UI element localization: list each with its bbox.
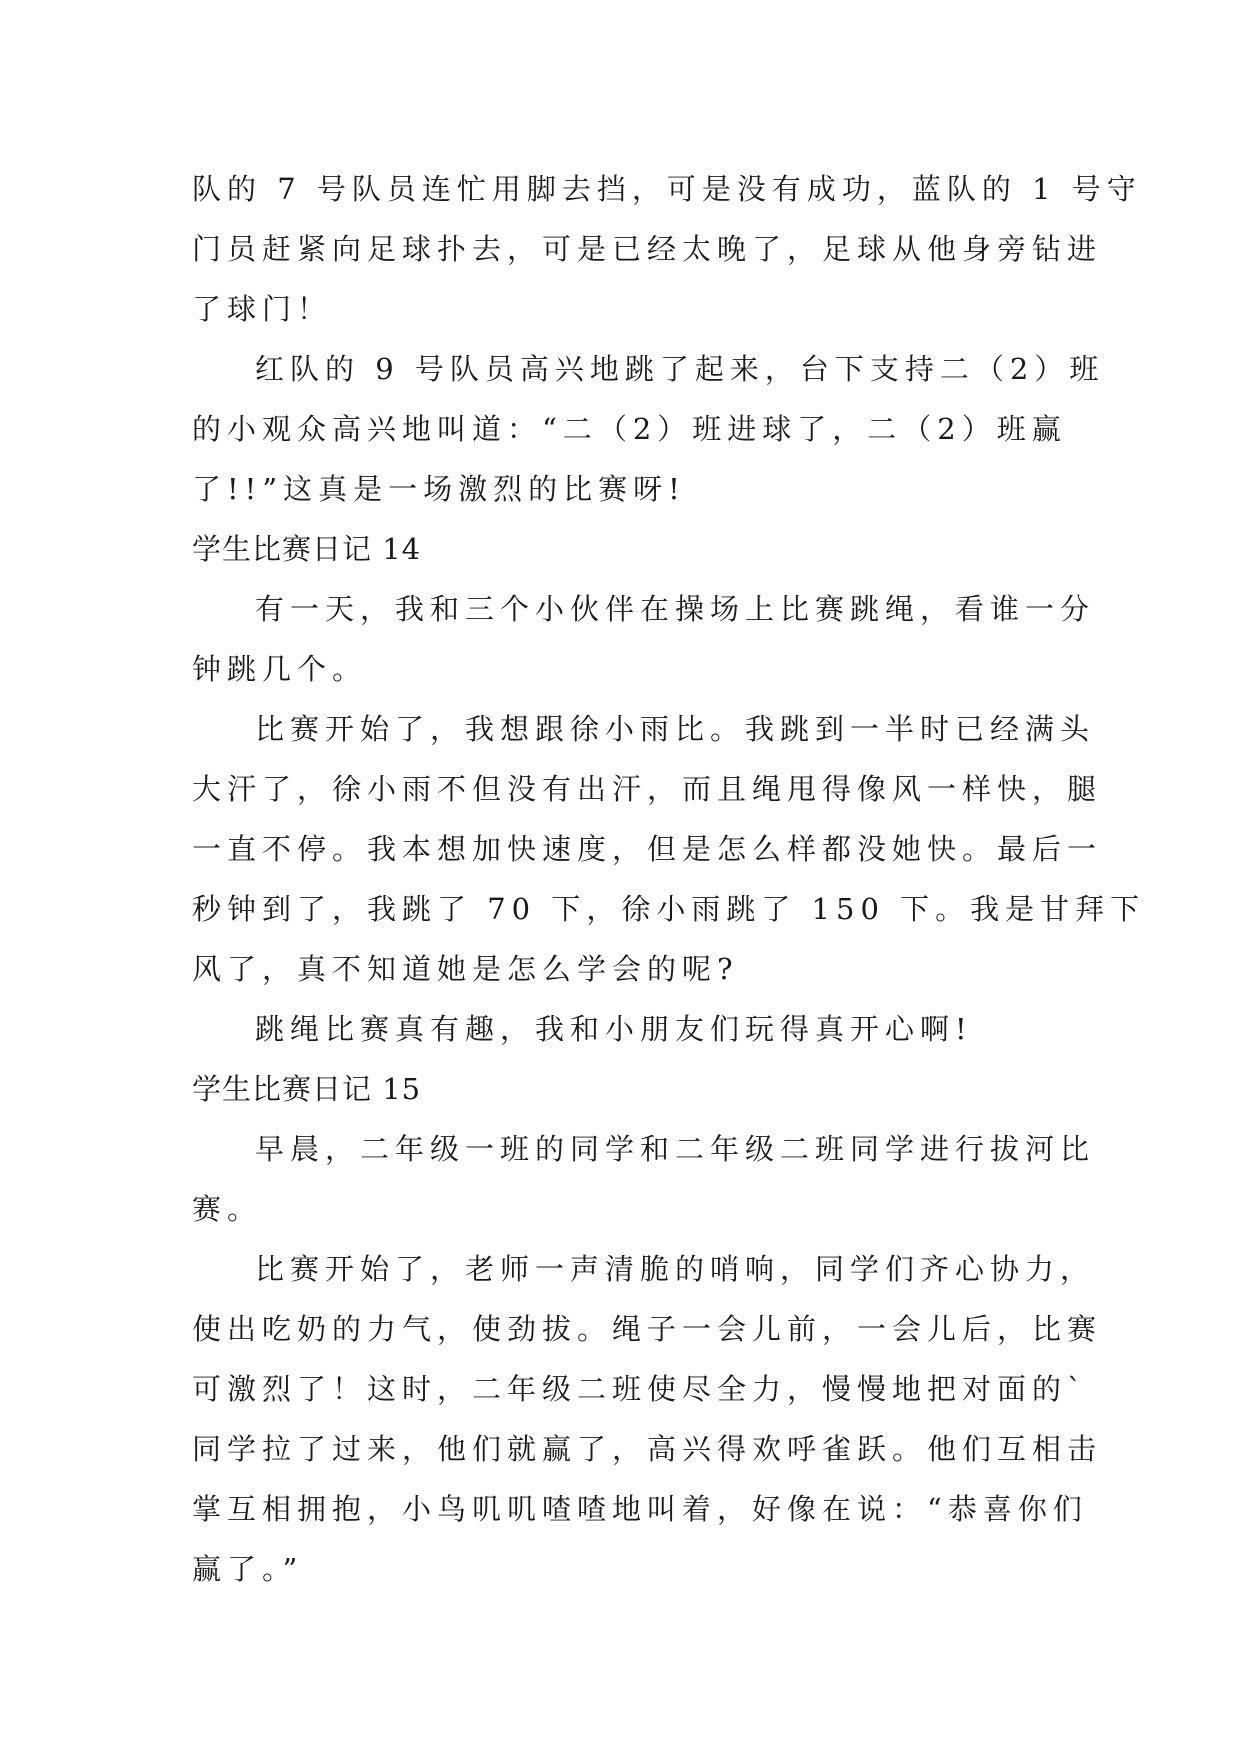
paragraph-start-line: 有一天，我和三个小伙伴在操场上比赛跳绳，看谁一分 [255, 592, 1096, 626]
body-line: 掌互相拥抱，小鸟叽叽喳喳地叫着，好像在说：“恭喜你们 [192, 1492, 1088, 1526]
body-line: 钟跳几个。 [192, 652, 368, 686]
body-line: 大汗了，徐小雨不但没有出汗，而且绳甩得像风一样快，腿 [192, 772, 1103, 806]
body-line: 门员赶紧向足球扑去，可是已经太晚了，足球从他身旁钻进 [192, 232, 1103, 266]
paragraph-start-line: 跳绳比赛真有趣，我和小朋友们玩得真开心啊! [255, 1012, 973, 1046]
body-line: 同学拉了过来，他们就赢了，高兴得欢呼雀跃。他们互相击 [192, 1432, 1103, 1466]
body-line: 了!!”这真是一场激烈的比赛呀! [192, 472, 686, 506]
body-line: 使出吃奶的力气，使劲拔。绳子一会儿前，一会儿后，比赛 [192, 1312, 1103, 1346]
body-line: 的小观众高兴地叫道：“二（2）班进球了，二（2）班赢 [192, 412, 1067, 446]
paragraph-start-line: 红队的 9 号队员高兴地跳了起来，台下支持二（2）班 [255, 352, 1105, 386]
section-heading: 学生比赛日记 15 [192, 1072, 422, 1106]
paragraph-start-line: 早晨，二年级一班的同学和二年级二班同学进行拔河比 [255, 1132, 1096, 1166]
body-line: 赛。 [192, 1192, 263, 1226]
section-heading: 学生比赛日记 14 [192, 532, 422, 566]
body-line: 了球门！ [192, 292, 333, 326]
body-line: 秒钟到了，我跳了 70 下，徐小雨跳了 150 下。我是甘拜下 [192, 892, 1146, 926]
body-line: 队的 7 号队员连忙用脚去挡，可是没有成功，蓝队的 1 号守 [192, 172, 1142, 206]
body-line: 赢了。” [192, 1552, 304, 1586]
body-line: 一直不停。我本想加快速度，但是怎么样都没她快。最后一 [192, 832, 1103, 866]
paragraph-start-line: 比赛开始了，我想跟徐小雨比。我跳到一半时已经满头 [255, 712, 1096, 746]
document-body [192, 159, 1146, 1599]
body-line: 可激烈了！这时，二年级二班使尽全力，慢慢地把对面的` [192, 1372, 1088, 1406]
body-line: 风了，真不知道她是怎么学会的呢? [192, 952, 739, 986]
paragraph-start-line: 比赛开始了，老师一声清脆的哨响，同学们齐心协力， [255, 1252, 1096, 1286]
